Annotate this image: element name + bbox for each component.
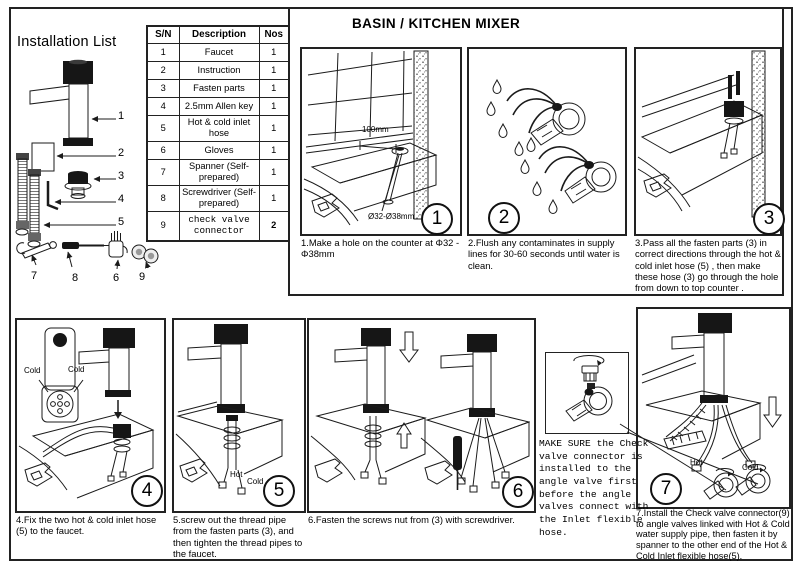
cell-sn: 6 — [147, 141, 179, 159]
diagram-callout-3: 3 — [118, 170, 125, 182]
cell-nos: 1 — [259, 97, 289, 115]
cell-desc: Fasten parts — [179, 79, 259, 97]
wall-strip — [414, 51, 428, 219]
step2-caption: 2.Flush any contaminates in supply lines for 30-60 seconds until water is clean. — [468, 237, 620, 271]
table-row — [147, 141, 289, 159]
step3-illustration — [636, 49, 776, 230]
cell-nos: 1 — [259, 115, 289, 141]
faucet — [672, 313, 732, 403]
angle-valve — [566, 387, 612, 421]
down-arrow — [114, 400, 122, 419]
screwdriver — [453, 436, 462, 490]
col-header-desc: Description — [179, 26, 259, 43]
cell-nos: 2 — [259, 211, 289, 241]
diagram-callout-6: 6 — [113, 272, 120, 284]
braided-hose — [666, 403, 706, 441]
step5-number-badge: 5 — [263, 475, 295, 507]
cell-sn: 5 — [147, 115, 179, 141]
counter-left — [317, 404, 425, 472]
step1-caption: 1.Make a hole on the counter at Φ32 - Φ38mm — [301, 237, 460, 260]
water-spray-lower — [539, 147, 589, 191]
step4-caption: 4.Fix the two hot & cold inlet hose (5) to the faucet. — [16, 514, 157, 537]
cell-nos: 1 — [259, 79, 289, 97]
fasten-part-icon — [65, 171, 91, 199]
table-row — [147, 159, 289, 185]
step5-hot-label: Hot — [230, 470, 243, 479]
step4-number-badge: 4 — [131, 475, 163, 507]
step2-illustration — [469, 49, 621, 230]
step5-caption: 5.screw out the thread pipe from the fasten parts (3), and then tighten the thread pipes to the faucet. — [173, 514, 303, 559]
step3-caption: 3.Pass all the fasten parts (3) in correct directions through the hot & cold inlet hose (5) , then make these hose (3) go through the hole from down to top counter . — [635, 237, 781, 294]
table-row — [147, 79, 289, 97]
table-header-row — [147, 26, 289, 43]
cell-sn: 4 — [147, 97, 179, 115]
check-valve-inset-illustration — [546, 353, 625, 430]
step7-cold-label: Cold — [742, 463, 759, 472]
trap-clamp — [25, 463, 52, 486]
trap-clamp — [644, 174, 671, 197]
table-row — [147, 115, 289, 141]
faucet-icon — [30, 60, 93, 146]
step6-illustration — [309, 320, 530, 507]
fasten-parts — [721, 71, 744, 158]
cell-nos: 1 — [259, 159, 289, 185]
hollow-down-arrow — [400, 332, 418, 362]
step7-hot-label: Hot — [690, 458, 703, 467]
cell-nos: 1 — [259, 141, 289, 159]
col-header-sn: S/N — [147, 26, 179, 43]
step4-left-port-label: Cold — [24, 366, 41, 375]
diagram-callout-7: 7 — [31, 270, 38, 282]
table-row — [147, 185, 289, 211]
cell-desc: 2.5mm Allen key — [179, 97, 259, 115]
faucet-right — [441, 334, 497, 417]
wall-edge — [642, 75, 736, 117]
basin-left — [311, 436, 355, 480]
check-valve-note-text: MAKE SURE the Check valve connector is installed to the angle valve first before the angle valves connect with the Inlet flexible hose. — [539, 438, 649, 538]
wall-edge — [642, 355, 696, 383]
step1-dimension-label: 100mm — [362, 125, 389, 134]
trap-right — [425, 461, 452, 484]
diagram-callout-8: 8 — [72, 272, 79, 284]
cell-desc: Spanner (Self-prepared) — [179, 159, 259, 185]
diagram-callout-4: 4 — [118, 193, 125, 205]
check-valve-connector — [582, 366, 598, 389]
thread-washers-left — [361, 416, 386, 484]
step1-number-badge: 1 — [421, 203, 453, 235]
water-drops-lower — [521, 138, 557, 214]
faucet-left — [335, 328, 391, 413]
installation-parts-diagram — [12, 55, 160, 290]
page-title: BASIN / KITCHEN MIXER — [352, 16, 521, 31]
diagram-callout-1: 1 — [118, 110, 125, 122]
cell-desc: Screwdriver (Self-prepared) — [179, 185, 259, 211]
glove-icon — [109, 231, 127, 257]
cell-sn: 8 — [147, 185, 179, 211]
diagram-callout-9: 9 — [139, 271, 146, 283]
installation-list-title: Installation List — [17, 34, 117, 50]
cell-sn: 3 — [147, 79, 179, 97]
cell-sn: 9 — [147, 211, 179, 241]
step5-cold-label: Cold — [247, 477, 264, 486]
hollow-down-arrow — [764, 397, 781, 427]
cell-desc: Gloves — [179, 141, 259, 159]
parts-table — [146, 25, 290, 242]
cell-desc: check valve connector — [179, 211, 259, 241]
step6-caption: 6.Fasten the screws nut from (3) with screwdriver. — [308, 514, 515, 525]
angle-valve-lower — [565, 161, 616, 203]
thread-pipe — [224, 415, 240, 470]
screwdriver-icon — [62, 242, 109, 249]
check-valve-note-inset — [545, 352, 629, 434]
allen-key-icon — [48, 181, 58, 209]
step6-panel — [307, 318, 536, 513]
step4-right-port-label: Cold — [68, 365, 85, 374]
faucet — [188, 324, 248, 413]
step1-hole-label: Ø32-Ø38mm — [368, 212, 415, 221]
cell-nos: 1 — [259, 185, 289, 211]
instruction-booklet-icon — [32, 143, 54, 171]
cell-sn: 7 — [147, 159, 179, 185]
faucet — [79, 328, 135, 397]
tile-wall — [308, 51, 412, 141]
basin-curve — [638, 157, 690, 211]
table-row — [147, 211, 289, 241]
rotation-arrow — [574, 356, 604, 366]
step3-number-badge: 3 — [753, 203, 785, 235]
cell-nos: 1 — [259, 43, 289, 61]
step2-number-badge: 2 — [488, 202, 520, 234]
wall-strip — [752, 51, 765, 217]
table-row — [147, 97, 289, 115]
step6-number-badge: 6 — [502, 476, 534, 508]
diagram-callout-5: 5 — [118, 216, 125, 228]
spread-rods — [458, 418, 509, 492]
spanner-icon — [17, 242, 57, 258]
water-spray-upper — [507, 89, 557, 133]
cell-sn: 1 — [147, 43, 179, 61]
table-row — [147, 61, 289, 79]
cell-sn: 2 — [147, 61, 179, 79]
cell-desc: Faucet — [179, 43, 259, 61]
cell-desc: Instruction — [179, 61, 259, 79]
table-row — [147, 43, 289, 61]
cell-desc: Hot & cold inlet hose — [179, 115, 259, 141]
inlet-hoses-icon — [16, 153, 41, 247]
angle-valve-hot — [704, 468, 738, 499]
trap-clamp — [312, 194, 339, 217]
hole-leader-line — [382, 155, 399, 211]
cell-nos: 1 — [259, 61, 289, 79]
trap-left — [315, 459, 342, 482]
check-valve-connectors-icon — [132, 245, 158, 263]
diagram-callout-2: 2 — [118, 147, 125, 159]
angle-valve-upper — [531, 103, 585, 145]
col-header-nos: Nos — [259, 26, 289, 43]
faucet-bottom-view-inset — [39, 328, 83, 422]
step7-number-badge: 7 — [650, 473, 682, 505]
step7-caption: 7.Install the Check valve connector(9) to angle valves linked with Hot & Cold water supply pipe, then fasten it by spanner to the other end of the Hot & Cold Inlet flexible hose(5). — [636, 508, 790, 561]
